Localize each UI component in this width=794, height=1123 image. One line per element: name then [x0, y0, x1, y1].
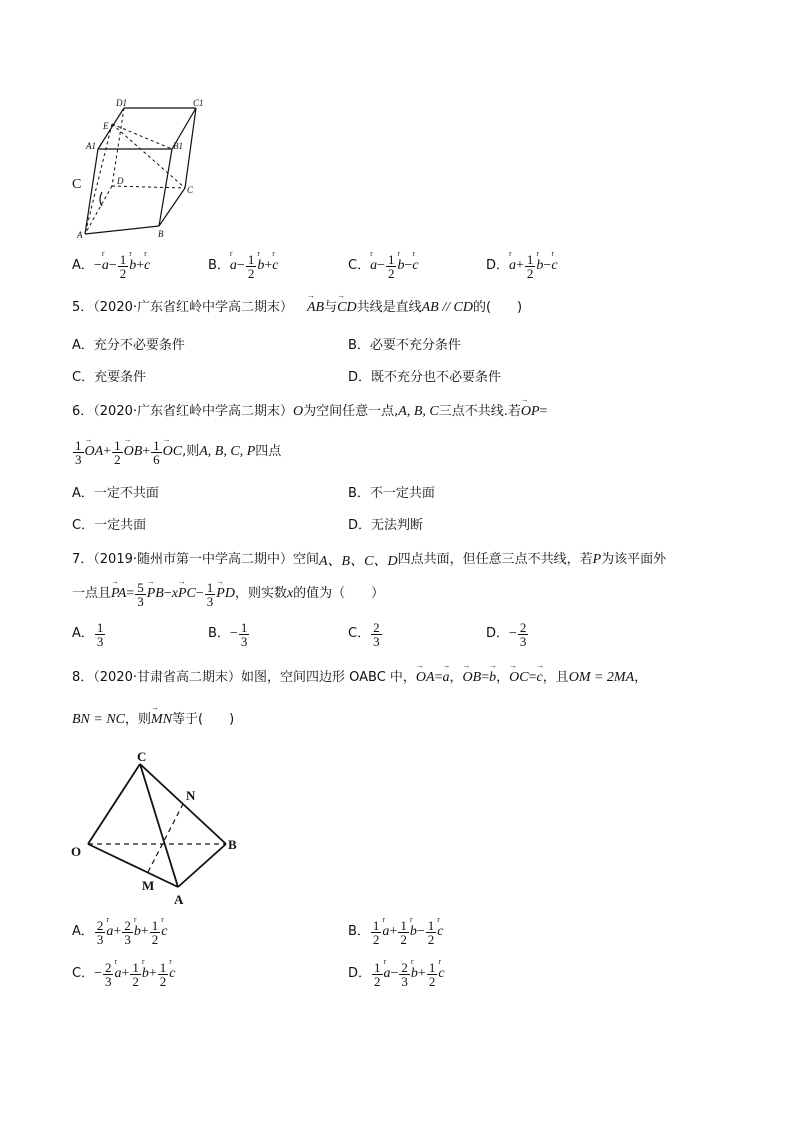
option-letter: D． [486, 258, 510, 273]
vector-op: OP [520, 404, 540, 419]
vector-pc: PC [177, 586, 196, 601]
points: A, B, C [398, 404, 439, 419]
var-x: x [286, 586, 294, 601]
vec-b: b [133, 924, 141, 939]
q6-stem: 6．（2020·广东省红岭中学高二期末） O 为空间任意一点, A, B, C 三点不共线.若 → OP = [72, 395, 548, 419]
fraction: $\frac{1}{2}$ [387, 251, 395, 281]
q5-option-a[interactable]: A．充分不必要条件 [72, 338, 185, 353]
q7-formula: 一点且 → PA = $\frac{5}{3}$ → PB − x → PC − $\frac{1}{3}$ → PD ，则实数 x 的值为（ ） [72, 577, 385, 609]
points: A, B, C, P [199, 444, 256, 459]
vec-b: b [397, 258, 405, 273]
arrow-mark: r [551, 249, 553, 258]
op: − [416, 924, 425, 939]
option-letter: A． [72, 924, 94, 939]
vec-a: a [442, 670, 450, 685]
q7-option-a[interactable]: A． $\frac{1}{3}$ [72, 619, 104, 649]
vector-oc: OC [162, 444, 183, 459]
parallelepiped-figure [72, 96, 212, 241]
equals: = [481, 670, 490, 685]
vec-c: c [144, 258, 151, 273]
vec-c: c [412, 258, 419, 273]
fraction: $\frac{1}{2}$ [247, 251, 255, 281]
arrow-mark: r [101, 249, 104, 258]
q6-option-b[interactable]: B．不一定共面 [348, 486, 435, 501]
vector-oa: OA [415, 670, 435, 685]
sign: − [93, 258, 102, 273]
label-a: A [174, 892, 184, 907]
vec-c: c [438, 966, 445, 981]
label-o: O [71, 844, 82, 859]
question-source: 5．（2020·广东省红岭中学高二期末） [72, 300, 293, 315]
vector-mn: MN [151, 712, 173, 727]
sign: − [229, 626, 238, 641]
text: 为空间任意一点, [303, 404, 399, 419]
arrow-mark: r [257, 249, 259, 258]
vec-a: a [382, 924, 390, 939]
option-letter: B． [348, 924, 370, 939]
op: + [142, 444, 151, 459]
text: ，且 [542, 670, 569, 685]
vec-b: b [410, 966, 418, 981]
text: 为该平面外 [601, 552, 667, 567]
vec-c: c [161, 924, 168, 939]
point-p: P [592, 552, 602, 567]
text: 共线是直线 [356, 300, 422, 315]
vec-b: b [489, 670, 497, 685]
option-letter: A． [72, 258, 94, 273]
op: + [140, 924, 149, 939]
text: ， [449, 670, 463, 685]
vec-b: b [536, 258, 544, 273]
vec-a: a [229, 258, 237, 273]
vec-b: b [409, 924, 417, 939]
var-x: x [171, 586, 178, 601]
text: 的值为（ ） [293, 586, 385, 601]
op: + [103, 444, 112, 459]
label-c1: C1 [193, 98, 204, 108]
text: 四点 [255, 444, 282, 459]
q6-option-c[interactable]: C．一定共面 [72, 518, 147, 533]
option-letter: D． [348, 966, 372, 981]
q8-option-d[interactable]: D． $\frac{1}{2}$ r a − $\frac{2}{3}$ r b + $\frac{1}{2}$ r c [348, 957, 445, 989]
arrow-mark: r [144, 249, 146, 258]
vector-ob: OB [123, 444, 143, 459]
op: + [113, 924, 122, 939]
text: ， [634, 670, 648, 685]
q4-option-c[interactable] [348, 246, 419, 286]
op: − [94, 966, 102, 981]
option-letter: B． [208, 258, 230, 273]
option-letter: C． [348, 626, 371, 641]
vector-oc: OC [509, 670, 529, 685]
label-n: N [186, 788, 196, 803]
text: ，则实数 [234, 586, 287, 601]
q5-option-d[interactable]: D．既不充分也不必要条件 [348, 370, 502, 385]
q7-option-c[interactable]: C． $\frac{2}{3}$ [348, 619, 380, 649]
question-source: 6．（2020·广东省红岭中学高二期末） [72, 404, 293, 419]
label-a: A [77, 230, 83, 240]
op: − [163, 586, 172, 601]
text: 与 [324, 300, 338, 315]
text: ，则 [125, 712, 152, 727]
text: 等于( ) [172, 712, 235, 727]
q8-option-c[interactable]: C． − $\frac{2}{3}$ r a + $\frac{1}{2}$ r b + $\frac{1}{2}$ r c [72, 957, 176, 989]
op: + [389, 924, 398, 939]
vector-ob: OB [462, 670, 482, 685]
arrow-mark: r [536, 249, 539, 258]
text: ,则 [182, 444, 200, 459]
text: 三点不共线.若 [438, 404, 521, 419]
arrow-mark: r [509, 249, 511, 258]
text: 的( ) [472, 300, 523, 315]
vector-pa: PA [111, 586, 127, 601]
q8-stem: 8．（2020·甘肃省高二期末）如图，空间四边形 OABC 中， → OA = → a ， → OB = → b ， → OC = → c ，且 OM = 2MA ， [72, 661, 648, 685]
option-letter: B． [208, 626, 230, 641]
label-a1: A1 [86, 141, 96, 151]
fraction: $\frac{1}{2}$ [119, 251, 127, 281]
option-letter: C． [72, 966, 95, 981]
vec-a: a [114, 966, 122, 981]
vec-c: c [272, 258, 279, 273]
vec-a: a [383, 966, 391, 981]
op: + [516, 258, 524, 273]
vec-c: c [169, 966, 176, 981]
label-b1: B1 [173, 141, 183, 151]
equals: = [126, 586, 135, 601]
label-c-big: C [72, 177, 82, 192]
equals: = [539, 404, 548, 419]
option-letter: D． [486, 626, 510, 641]
point-o: O [293, 404, 304, 419]
vec-a: a [106, 924, 114, 939]
equals: = [528, 670, 537, 685]
text: 一点且 [72, 586, 112, 601]
equals: = [434, 670, 443, 685]
vec-a: a [101, 258, 109, 273]
q6-formula: $\frac{1}{3}$ → OA + $\frac{1}{2}$ → OB + $\frac{1}{6}$ → OC ,则 A, B, C, P 四点 [75, 435, 282, 467]
label-m: M [142, 878, 155, 893]
vector-pd: PD [216, 586, 235, 601]
q4-option-d[interactable] [486, 246, 558, 286]
vector-cd: CD [337, 300, 357, 315]
vec-b: b [141, 966, 149, 981]
op: + [264, 258, 273, 273]
option-letter: A． [72, 626, 94, 641]
q5-option-b[interactable]: B．必要不充分条件 [348, 338, 461, 353]
op: − [390, 966, 399, 981]
arrow-mark: r [129, 249, 131, 258]
vec-b: b [129, 258, 137, 273]
condition-math: AB // CD [421, 300, 473, 315]
op: − [377, 258, 385, 273]
q4-option-b[interactable] [208, 246, 278, 286]
op: + [121, 966, 130, 981]
condition-math: OM = 2MA [568, 670, 635, 685]
q8-stem-line2: BN = NC ，则 → MN 等于( ) [72, 703, 235, 727]
text: 四点共面，但任意三点不共线，若 [397, 552, 593, 567]
vec-c: c [437, 924, 444, 939]
vector-pb: PB [146, 586, 164, 601]
question-source: 8．（2020·甘肃省高二期末）如图，空间四边形 OABC 中， [72, 670, 416, 685]
label-c: C [187, 185, 194, 195]
tetrahedron-figure [68, 744, 248, 914]
op: + [136, 258, 145, 273]
sign: − [509, 626, 517, 641]
arrow-mark: r [412, 249, 415, 258]
option-letter: C． [348, 258, 371, 273]
op: − [195, 586, 204, 601]
condition-math: BN = NC [72, 712, 126, 727]
label-b: B [228, 837, 237, 852]
q7-stem [72, 550, 666, 570]
label-d: D [117, 176, 124, 186]
vector-ab: AB [307, 300, 325, 315]
q7-option-b[interactable]: B． − $\frac{1}{3}$ [208, 619, 248, 649]
arrow-mark: r [370, 249, 372, 258]
op: − [236, 258, 245, 273]
question-source: 7．（2019·随州市第一中学高二期中）空间 [72, 552, 319, 567]
fraction: $\frac{1}{2}$ [526, 251, 534, 281]
vec-c: c [536, 670, 543, 685]
op: − [543, 258, 552, 273]
op: + [148, 966, 157, 981]
vec-b: b [257, 258, 265, 273]
vec-a: a [509, 258, 517, 273]
arrow-mark: r [229, 249, 232, 258]
label-c: C [137, 749, 147, 764]
label-d1: D1 [116, 98, 127, 108]
arrow-mark: r [397, 249, 400, 258]
points: A、B、C、D [319, 554, 398, 569]
q6-option-d[interactable]: D．无法判断 [348, 518, 424, 533]
vec-a: a [370, 258, 378, 273]
q5-option-c[interactable]: C．充要条件 [72, 370, 147, 385]
op: + [417, 966, 426, 981]
q8-option-a[interactable]: A． $\frac{2}{3}$ r a + $\frac{2}{3}$ r b + $\frac{1}{2}$ r c [72, 915, 168, 947]
op: − [108, 258, 117, 273]
q7-option-d[interactable]: D． − $\frac{2}{3}$ [486, 619, 527, 649]
q8-option-b[interactable]: B． $\frac{1}{2}$ r a + $\frac{1}{2}$ r b − $\frac{1}{2}$ r c [348, 915, 444, 947]
q5-stem: 5．（2020·广东省红岭中学高二期末） → AB 与 → CD 共线是直线 AB // CD 的( ) [72, 291, 523, 315]
arrow-mark: r [272, 249, 274, 258]
label-b: B [158, 229, 164, 239]
label-e: E [103, 121, 109, 131]
vector-oa: OA [84, 444, 104, 459]
q4-option-a[interactable] [72, 246, 150, 286]
q6-option-a[interactable]: A．一定不共面 [72, 486, 159, 501]
vec-c: c [551, 258, 558, 273]
text: ， [496, 670, 510, 685]
op: − [404, 258, 413, 273]
